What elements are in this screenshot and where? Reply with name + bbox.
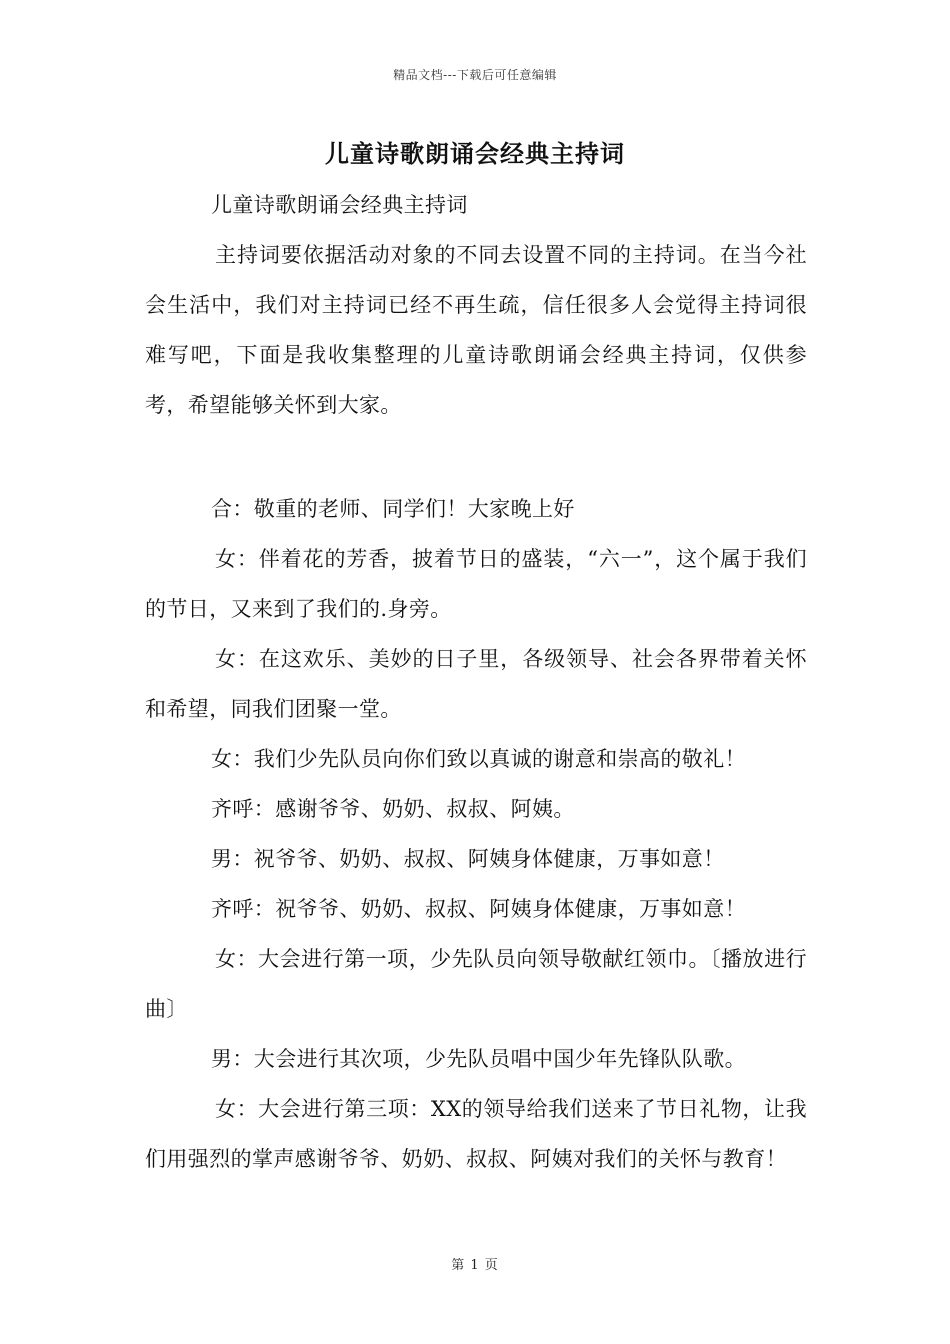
paragraph-line: 男：祝爷爷、奶奶、叔叔、阿姨身体健康，万事如意！ [211, 847, 725, 871]
paragraph-line: 合：敬重的老师、同学们！大家晚上好 [211, 497, 575, 521]
paragraph-line: 女：伴着花的芳香，披着节日的盛装，“六一”，这个属于我们的节日，又来到了我们的.身旁。 [145, 547, 807, 621]
page-number: 第 1 页 [451, 1258, 499, 1273]
paragraph-line: 女：大会进行第一项，少先队员向领导敬献红领巾。〔播放进行曲〕 [145, 947, 807, 1021]
paragraph-line: 男：大会进行其次项，少先队员唱中国少年先锋队队歌。 [211, 1047, 746, 1071]
paragraph-line: 女：我们少先队员向你们致以真诚的谢意和崇高的敬礼！ [211, 747, 746, 771]
document-body [145, 180, 807, 1184]
paragraph-line: 齐呼：祝爷爷、奶奶、叔叔、阿姨身体健康，万事如意！ [211, 897, 746, 921]
paragraph-subtitle: 儿童诗歌朗诵会经典主持词 [211, 193, 468, 217]
paragraph-line: 女：大会进行第三项：XX的领导给我们送来了节日礼物，让我们用强烈的掌声感谢爷爷、奶奶、叔叔、阿姨对我们的关怀与教育！ [145, 1097, 807, 1171]
paragraph-gap [145, 430, 807, 484]
document-title: 儿童诗歌朗诵会经典主持词 [325, 139, 625, 168]
paragraph-line: 齐呼：感谢爷爷、奶奶、叔叔、阿姨。 [211, 797, 575, 821]
paragraph-line: 女：在这欢乐、美妙的日子里，各级领导、社会各界带着关怀和希望，同我们团聚一堂。 [145, 647, 807, 721]
page-header-note: 精品文档---下载后可任意编辑 [393, 68, 557, 82]
paragraph-intro: 主持词要依据活动对象的不同去设置不同的主持词。在当今社会生活中，我们对主持词已经不再生疏，信任很多人会觉得主持词很难写吧，下面是我收集整理的儿童诗歌朗诵会经典主持词，仅供参考，希望能够关怀到大家。 [145, 243, 807, 417]
